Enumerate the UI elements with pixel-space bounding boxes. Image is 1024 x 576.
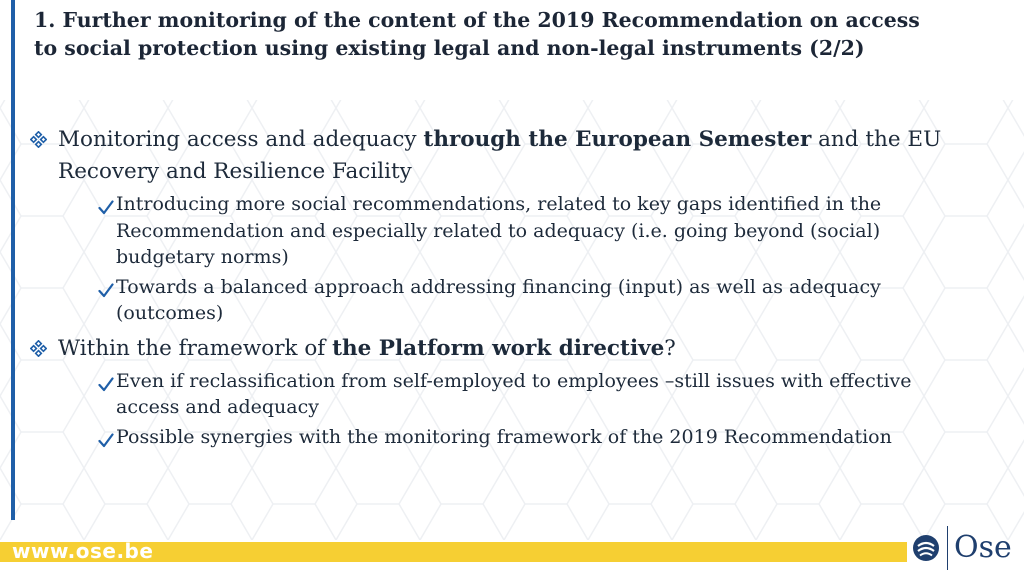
subpoint-text: Introducing more social recommendations, related to key gaps identified in the Recommendation and especially related to adequacy (i.e. going beyond (social) budgetary norms)	[116, 193, 882, 268]
checkmark-icon	[98, 274, 116, 306]
logo-text: Ose	[954, 530, 1012, 565]
slide-content	[18, 124, 1008, 455]
footer-url-link[interactable]: www.ose.be	[12, 539, 154, 563]
subpoint-synergies	[98, 424, 1008, 456]
checkmark-icon	[98, 368, 116, 400]
subpoint-social-recommendations	[98, 191, 1008, 271]
subpoint-text: Towards a balanced approach addressing financing (input) as well as adequacy (outcomes)	[116, 275, 881, 324]
bullet-text	[58, 124, 1008, 188]
bullet-text	[58, 333, 1008, 365]
subpoint-reclassification	[98, 368, 1008, 421]
ose-logo	[912, 524, 1020, 572]
bullet-text-regular: Within the framework of	[58, 335, 333, 361]
checkmark-icon	[98, 191, 116, 223]
bullet-text-tail: and the EU Recovery and Resilience Facility	[58, 127, 942, 184]
four-diamond-icon	[18, 124, 58, 148]
bullet-text-tail: ?	[664, 335, 676, 361]
ose-logo-icon	[912, 534, 940, 562]
subpoint-balanced-approach	[98, 274, 1008, 327]
bullet-semester	[18, 124, 1008, 188]
left-accent-rule	[11, 0, 15, 520]
slide-title: 1. Further monitoring of the content of the 2019 Recommendation on access to social protection using existing legal and non-legal instruments (2/2)	[34, 8, 920, 60]
bullet-text-bold: through the European Semester	[423, 127, 812, 152]
checkmark-icon	[98, 424, 116, 456]
four-diamond-icon	[18, 333, 58, 357]
logo-separator	[947, 526, 948, 570]
bullet-text-regular: Monitoring access and adequacy	[58, 127, 424, 152]
bullet-platform-work	[18, 333, 1008, 365]
bullet-text-bold: the Platform work directive	[332, 335, 665, 361]
subpoint-text: Possible synergies with the monitoring framework of the 2019 Recommendation	[116, 425, 892, 448]
subpoint-text: Even if reclassification from self-employed to employees –still issues with effective access and adequacy	[116, 369, 912, 418]
